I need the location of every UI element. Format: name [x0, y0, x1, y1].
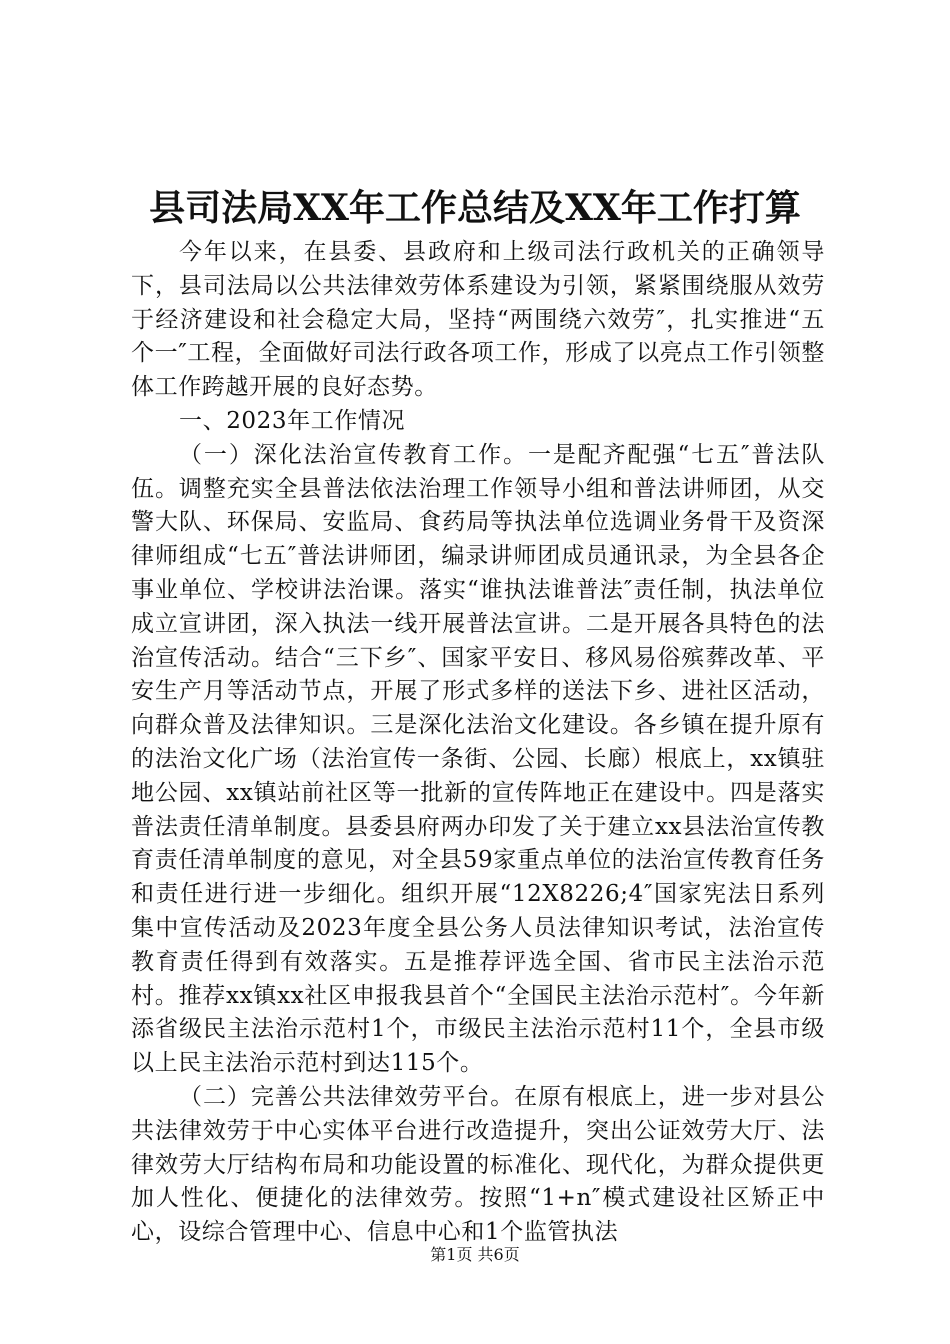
section-two-paragraph: （二）完善公共法律效劳平台。在原有根底上，进一步对县公共法律效劳于中心实体平台进行改造提升，突出公证效劳大厅、法律效劳大厅结构布局和功能设置的标准化、现代化，为群众提供更加人性化、便捷化的法律效劳。按照“1+n″模式建设社区矫正中心，设综合管理中心、信息中心和1个监管执法	[131, 1083, 825, 1246]
section-one-paragraph: （一）深化法治宣传教育工作。一是配齐配强“七五″普法队伍。调整充实全县普法依法治理工作领导小组和普法讲师团，从交警大队、环保局、安监局、食药局等执法单位选调业务骨干及资深律师组成“七五″普法讲师团，编录讲师团成员通讯录，为全县各企事业单位、学校讲法治课。落实“谁执法谁普法″责任制，执法单位成立宣讲团，深入执法一线开展普法宣讲。二是开展各具特色的法治宣传活动。结合“三下乡″、国家平安日、移风易俗殡葬改革、平安生产月等活动节点，开展了形式多样的送法下乡、进社区活动，向群众普及法律知识。三是深化法治文化建设。各乡镇在提升原有的法治文化广场（法治宣传一条街、公园、长廊）根底上，xx镇驻地公园、xx镇站前社区等一批新的宣传阵地正在建设中。四是落实普法责任清单制度。县委县府两办印发了关于建立xx县法治宣传教育责任清单制度的意见，对全县59家重点单位的法治宣传教育任务和责任进行进一步细化。组织开展“12X8226;4″国家宪法日系列集中宣传活动及2023年度全县公务人员法律知识考试，法治宣传教育责任得到有效落实。五是推荐评选全国、省市民主法治示范村。推荐xx镇xx社区申报我县首个“全国民主法治示范村″。今年新添省级民主法治示范村1个，市级民主法治示范村11个，全县市级以上民主法治示范村到达115个。	[131, 441, 825, 1077]
document-title: 县司法局XX年工作总结及XX年工作打算	[149, 187, 801, 229]
intro-paragraph: 今年以来，在县委、县政府和上级司法行政机关的正确领导下，县司法局以公共法律效劳体系建设为引领，紧紧围绕服从效劳于经济建设和社会稳定大局，坚持“两围绕六效劳″，扎实推进“五个一″工程，全面做好司法行政各项工作，形成了以亮点工作引领整体工作跨越开展的良好态势。	[131, 239, 825, 401]
document-body	[131, 236, 825, 1250]
page-footer: 第1页 共6页	[430, 1245, 520, 1264]
section-heading: 一、2023年工作情况	[179, 407, 406, 434]
